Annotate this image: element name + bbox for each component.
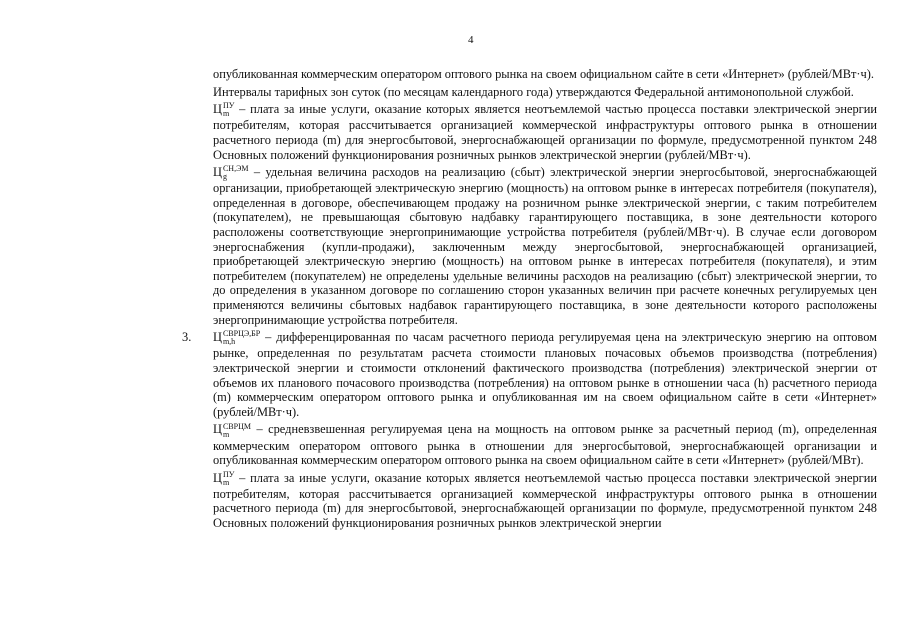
paragraph-sales-expenses: Ц СН,ЭМ g – удельная величина расходов на реализацию (сбыт) электрической энергии энергосбытовой, энергоснабжающей организации, приобретающей электрическую энергию (мощность) на оптовом рынке в интересах потребителя (покупателя), определенная в договоре, обеспечивающем продажу на розничном рынке электрической энергии, с таким потребителем (покупателем), не превышающая сбытовую надбавку гарантирующего поставщика, в зоне деятельности которого расположены соответствующие энергопринимающие устройства потребителя (рублей/МВт·ч). В случае если договором энергоснабжения (купли-продажи), заключенным между энергосбытовой, энергоснабжающей организацией, приобретающей электрическую энергию (мощность) на оптовом рынке в интересах потребителя (покупателя), и этим потребителем (покупателем) не определены удельные величины расходов на реализацию (сбыт) электрической энергии, то до определения в указанном договоре по соглашению сторон указанных величин при расчете конечных регулируемых цен применяются величины сбытовых надбавок гарантирующего поставщика, в зоне деятельности которого расположены энергопринимающие устройства потребителя.: [213, 164, 877, 327]
document-body: [182, 67, 877, 531]
formula-symbol-sn-em: Ц СН,ЭМ g: [213, 164, 249, 182]
page-number: 4: [468, 34, 474, 46]
list-item-3: 3. Ц СВРЦЭ,БР m,h – дифференцированная по часам расчетного периода регулируемая цена на электрическую энергию на оптовом рынке, определенная по результатам расчета стоимости плановых почасовых объемов производства (потребления) электрической энергии и стоимости отклонений фактического производства (потребления) электрической энергии от объемов их планового почасового производства (потребления) на оптовом рынке в отношении часа (h) расчетного периода (m) коммерческим оператором оптового рынка и опубликованная им на своем официальном сайте в сети «Интернет» (рублей/МВт·ч).: [182, 329, 877, 419]
paragraph-other-services-fee-2: Ц ПУ m – плата за иные услуги, оказание которых является неотъемлемой частью процесса поставки электрической энергии потребителям, которая рассчитывается организацией коммерческой инфраструктуры оптового рынка в отношении расчетного периода (m) для энергосбытовой, энергоснабжающей организации по формуле, предусмотренной пунктом 248 Основных положений функционирования розничных рынков электрической энергии: [213, 469, 877, 531]
paragraph-tariff-intervals: Интервалы тарифных зон суток (по месяцам календарного года) утверждаются Федеральной антимонопольной службой.: [213, 84, 854, 99]
paragraph-other-services-fee: Ц ПУ m – плата за иные услуги, оказание которых является неотъемлемой частью процесса поставки электрической энергии потребителям, которая рассчитывается организацией коммерческой инфраструктуры оптового рынка в отношении расчетного периода (m) для энергосбытовой, энергоснабжающей организации по формуле, предусмотренной пунктом 248 Основных положений функционирования розничных рынков электрической энергии (рублей/МВт·ч).: [213, 101, 877, 162]
formula-symbol-svrcm: Ц СВРЦМ m: [213, 421, 251, 439]
paragraph-capacity-price: Ц СВРЦМ m – средневзвешенная регулируемая цена на мощность на оптовом рынке за расчетный период (m), определенная коммерческим оператором оптового рынка в отношении для энергосбытовой, энергоснабжающей организации и опубликованная коммерческим оператором оптового рынка на своем официальном сайте в сети «Интернет» (рублей/МВт).: [213, 421, 877, 468]
paragraph-publication-note: опубликованная коммерческим оператором оптового рынка на своем официальном сайте в сети «Интернет» (рублей/МВт·ч).: [213, 67, 875, 81]
formula-symbol-pu-2: Ц ПУ m: [213, 469, 235, 487]
formula-symbol-svrce-br: Ц СВРЦЭ,БР m,h: [213, 329, 261, 347]
list-item-number: 3.: [182, 330, 192, 345]
formula-symbol-pu: Ц ПУ m: [213, 101, 235, 119]
